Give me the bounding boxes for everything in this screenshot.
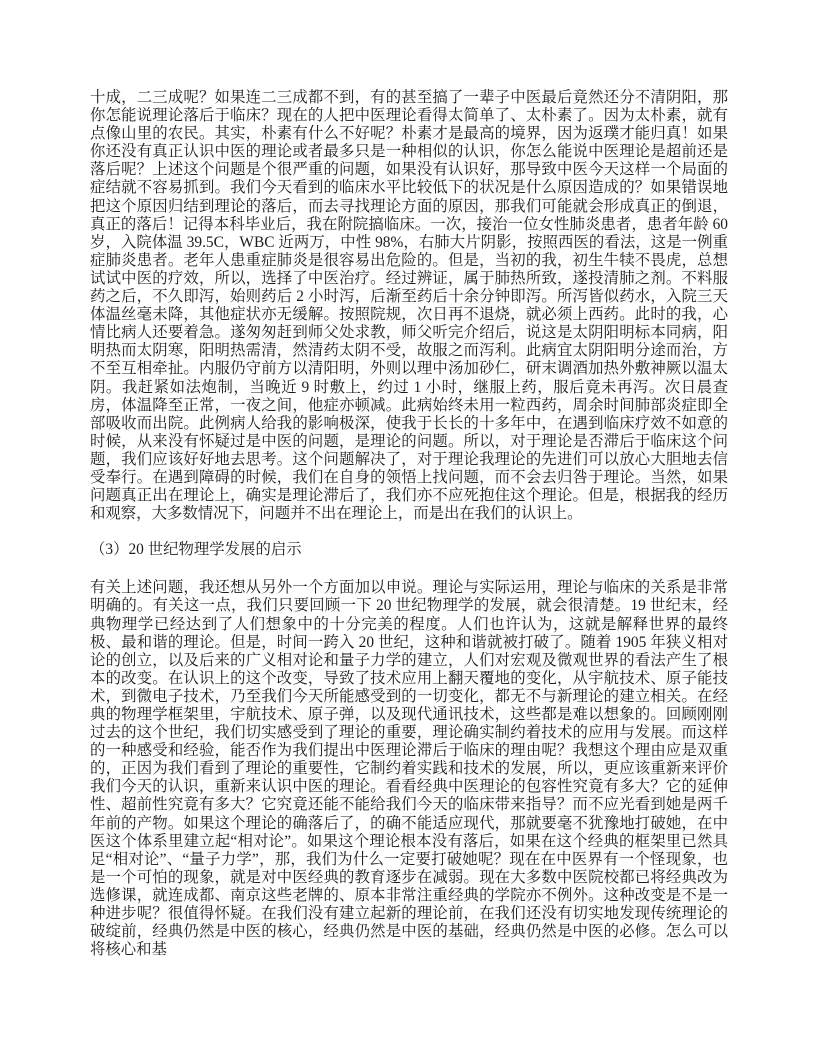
- paragraph-body: 有关上述问题，我还想从另外一个方面加以申说。理论与实际运用，理论与临床的关系是非常明确的。有关这一点，我们只要回顾一下 20 世纪物理学的发展，就会很清楚。19 世纪末，经典物理学已经达到了人们想象中的十分完美的程度。人们也许认为，这就是解释世界的最终极、最和谐的理论。但是，时间一跨入 20 世纪，这种和谐就被打破了。随着 1905 年狭义相对论的创立，以及后来的广义相对论和量子力学的建立，人们对宏观及微观世界的看法产生了根本的改变。在认识上的这个改变，导致了技术应用上翻天覆地的变化，从宇航技术、原子能技术，到微电子技术，乃至我们今天所能感受到的一切变化，都无不与新理论的建立相关。在经典的物理学框架里，宇航技术、原子弹，以及现代通讯技术，这些都是难以想象的。回顾刚刚过去的这个世纪，我们切实感受到了理论的重要，理论确实制约着技术的应用与发展。而这样的一种感受和经验，能否作为我们提出中医理论滞后于临床的理由呢？我想这个理由应是双重的，正因为我们看到了理论的重要性，它制约着实践和技术的发展，所以，更应该重新来评价我们今天的认识，重新来认识中医的理论。看看经典中医理论的包容性究竟有多大？它的延伸性、超前性究竟有多大？它究竟还能不能给我们今天的临床带来指导？而不应光看到她是两千年前的产物。如果这个理论的确落后了，的确不能适应现代，那就要毫不犹豫地打破她，在中医这个体系里建立起“相对论”。如果这个理论根本没有落后，如果在这个经典的框架里已然具足“相对论”、“量子力学”，那，我们为什么一定要打破她呢？现在在中医界有一个怪现象，也是一个可怕的现象，就是对中医经典的教育逐步在减弱。现在大多数中医院校都已将经典改为选修课，就连成都、南京这些老牌的、原本非常注重经典的学院亦不例外。这种改变是不是一种进步呢？很值得怀疑。在我们没有建立起新的理论前，在我们还没有切实地发现传统理论的破绽前，经典仍然是中医的核心，经典仍然是中医的基础，经典仍然是中医的必修。怎么可以将核心和基: [90, 579, 728, 959]
- section-heading: （3）20 世纪物理学发展的启示: [90, 541, 302, 559]
- text-block: [90, 89, 728, 959]
- paragraph-continuation: 十成，二三成呢？如果连二三成都不到，有的甚至搞了一辈子中医最后竟然还分不清阴阳，那你怎能说理论落后于临床？现在的人把中医理论看得太简单了、太朴素了。因为太朴素，就有点像山里的农民。其实，朴素有什么不好呢？朴素才是最高的境界，因为返璞才能归真！如果你还没有真正认识中医的理论或者最多只是一种相似的认识，你怎么能说中医理论是超前还是落后呢？上述这个问题是个很严重的问题，如果没有认识好，那导致中医今天这样一个局面的症结就不容易抓到。我们今天看到的临床水平比较低下的状况是什么原因造成的？如果错误地把这个原因归结到理论的落后，而去寻找理论方面的原因，那我们可能就会形成真正的倒退，真正的落后！记得本科毕业后，我在附院搞临床。一次，接治一位女性肺炎患者，患者年龄 60 岁，入院体温 39.5C，WBC 近两万，中性 98%，右肺大片阴影，按照西医的看法，这是一例重症肺炎患者。老年人患重症肺炎是很容易出危险的。但是，当初的我，初生牛犊不畏虎，总想试试中医的疗效，所以，选择了中医治疗。经过辨证，属于肺热所致，遂投清肺之剂。不料服药之后，不久即泻，始则药后 2 小时泻，后渐至药后十余分钟即泻。所泻皆似药水，入院三天体温丝毫未降，其他症状亦无缓解。按照院规，次日再不退烧，就必须上西药。此时的我，心情比病人还要着急。遂匆匆赶到师父处求教，师父听完介绍后，说这是太阴阳明标本同病，阳明热而太阴寒，阳明热需清，然清药太阴不受，故服之而泻利。此病宜太阴阳明分途而治，方不至互相牵扯。内服仍守前方以清阳明，外则以理中汤加砂仁，研末调酒加热外敷神厥以温太阴。我赶紧如法炮制，当晚近 9 时敷上，约过 1 小时，继服上药，服后竟未再泻。次日晨查房，体温降至正常，一夜之间，他症亦顿减。此病始终未用一粒西药，周余时间肺部炎症即全部吸收而出院。此例病人给我的影响极深，使我于长长的十多年中，在遇到临床疗效不如意的时候，从来没有怀疑过是中医的问题，是理论的问题。所以，对于理论是否滞后于临床这个问题，我们应该好好地去思考。这个问题解决了，对于理论我理论的先进们可以放心大胆地去信受奉行。在遇到障碍的时候，我们在自身的领悟上找问题，而不会去归咎于理论。当然，如果问题真正出在理论上，确实是理论滞后了，我们亦不应死抱住这个理论。但是，根据我的经历和观察，大多数情况下，问题并不出在理论上，而是出在我们的认识上。: [90, 89, 728, 523]
